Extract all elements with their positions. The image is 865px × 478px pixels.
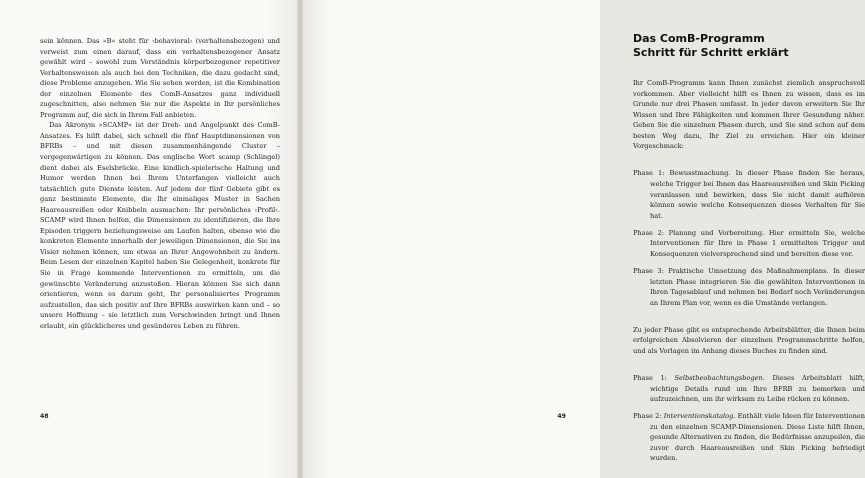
phase-item — [633, 168, 865, 221]
worksheets-paragraph: Zu jeder Phase gibt es entsprechende Arbeitsblätter, die Ihnen beim erfolgreichen Absolvieren der einzelnen Programmschritte helfen, und als Vorlagen im Anhang dieses Buches zu finden sind. — [633, 325, 865, 355]
phase-label: Phase 1: Bewusstmachung. — [633, 169, 731, 178]
phase-description: In dieser letzten Phase integrieren Sie die gewählten Interventionen in Ihren Tagesablauf und nehmen bei Bedarf noch Veränderungen an Ihrem Plan vor, wenn es die Umstände verlangen. — [650, 266, 865, 307]
intro-paragraph: Ihr ComB-Programm kann Ihnen zunächst ziemlich anspruchsvoll vorkommen. Aber vielleicht hilft es Ihnen zu wissen, dass es im Grunde nur drei Phasen umfasst. In jeder davon erweitern Sie Ihr Wissen und Ihre Fähigkeiten und kommen Ihrer Gesundung näher. Gehen Sie die einzelnen Phasen durch, und Sie sind schon auf dem besten Weg dazu, Ihr Ziel zu erreichen. Hier ein kleiner Vorgeschmack: — [633, 79, 865, 151]
paragraph: sein können. Das »B« steht für ›behavioral‹ (verhaltensbezogen) und verweist zum einen darauf, dass ein verhaltensbezogener Ansatz gewählt wird – sowohl zum Verständnis körperbezogener repetitiver Verhaltensweisen als auch bei den Techniken, die dazu gedacht sind, diese Probleme anzugehen. Wie Sie sehen werden, ist die Kombination der einzelnen Elemente des ComB-Ansatzes ganz individuell zugeschnitten, also nehmen Sie nur die Aspekte in Ihr persönliches Programm auf, die sich in Ihrem Fall anbieten. — [40, 37, 280, 119]
left-page — [0, 0, 300, 478]
phase-item — [633, 266, 865, 308]
worksheet-description: Enthält viele Ideen für Interventionen zu den einzelnen SCAMP-Dimensionen. Diese Liste hilft Ihnen, gesunde Alternativen zu finden, die Bedürfnisse anzupeilen, die zuvor durch Haareausreißen und Skin Picking befriedigt wurden. — [650, 412, 865, 463]
phase-description: Hier ermitteln Sie, welche Interventionen für Ihre in Phase 1 ermittelten Trigger und Konsequenzen vielversprechend sind und bereiten diese vor. — [650, 228, 865, 258]
phase-label: Phase 2: — [633, 412, 662, 421]
phase-label: Phase 1: — [633, 374, 667, 382]
worksheet-description: Dieses Arbeitsblatt hilft, wichtige Details rund um Ihre BFRB zu bemerken und aufzuzeichnen, um ihr wirksam zu Leibe rücken zu können. — [650, 374, 865, 404]
left-page-body — [40, 36, 280, 331]
heading-line: Schritt für Schritt erklärt — [633, 46, 789, 59]
page-number: 48 — [40, 413, 49, 420]
page-number: 49 — [557, 413, 566, 420]
worksheet-title: Interventionskatalog. — [663, 412, 736, 421]
heading-line: Das ComB-Programm — [633, 32, 765, 45]
section-heading — [633, 32, 865, 60]
right-page-body — [633, 32, 865, 471]
phase-item — [633, 228, 865, 260]
book-gutter — [297, 0, 303, 478]
right-page — [300, 0, 865, 478]
phase-description: In dieser Phase finden Sie heraus, welche Trigger bei Ihnen das Haareausreißen und Skin Picking veranlassen und bewirken, dass Sie nicht damit aufhören können sowie welche Konsequenzen dieses Verhalten für Sie hat. — [650, 169, 865, 220]
worksheet-title: Selbstbeobachtungsbogen. — [674, 374, 765, 382]
phase-label: Phase 2: Planung und Vorbereitung. — [633, 228, 765, 237]
worksheet-item — [633, 411, 865, 464]
worksheet-item — [633, 373, 865, 405]
paragraph: Das Akronym »SCAMP« ist der Dreh- und Angelpunkt des ComB-Ansatzes. Es hilft dabei, sich schnell die fünf Hauptdimensionen von BFRBs – und mit diesen zusammenhängende Cluster – vergegenwärtigen zu können. Das englische Wort scamp (Schlingel) dient dabei als Eselsbrücke. Eine kindlich-spielerische Haltung und Humor werden Ihnen bei Ihrem Unterfangen vielleicht auch tatsächlich gute Dienste leisten. Auf jedem der fünf Gebiete gibt es ganz bestimmte Elemente, die Ihr einmaliges Muster in Sachen Haareausreißen oder Knibbeln ausmachen: Ihr persönliches ›Profil‹. SCAMP wird Ihnen helfen, die Dimensionen zu identifizieren, die Ihre Episoden triggern beziehungsweise am Laufen halten, ebenso wie die konkreten Elemente innerhalb der jeweiligen Dimensionen, die Sie ins Visier nehmen können, um etwas an Ihrer Angewohnheit zu ändern. Beim Lesen der einzelnen Kapitel haben Sie Gelegenheit, konkrete für Sie in Frage kommende Interventionen zu ermitteln, um die gewünschte Veränderung anzustoßen. Hieran können Sie sich dann orientieren, wenn es darum geht, Ihr personalisiertes Programm aufzustellen, das sich positiv auf Ihre BFRBs auswirken kann und – so unsere Hoffnung – sie letztlich zum Verschwinden bringt und Ihnen erlaubt, ein glücklicheres und gesünderes Leben zu führen. — [40, 121, 280, 330]
phase-label: Phase 3: Praktische Umsetzung des Maßnahmenplans. — [633, 266, 829, 275]
